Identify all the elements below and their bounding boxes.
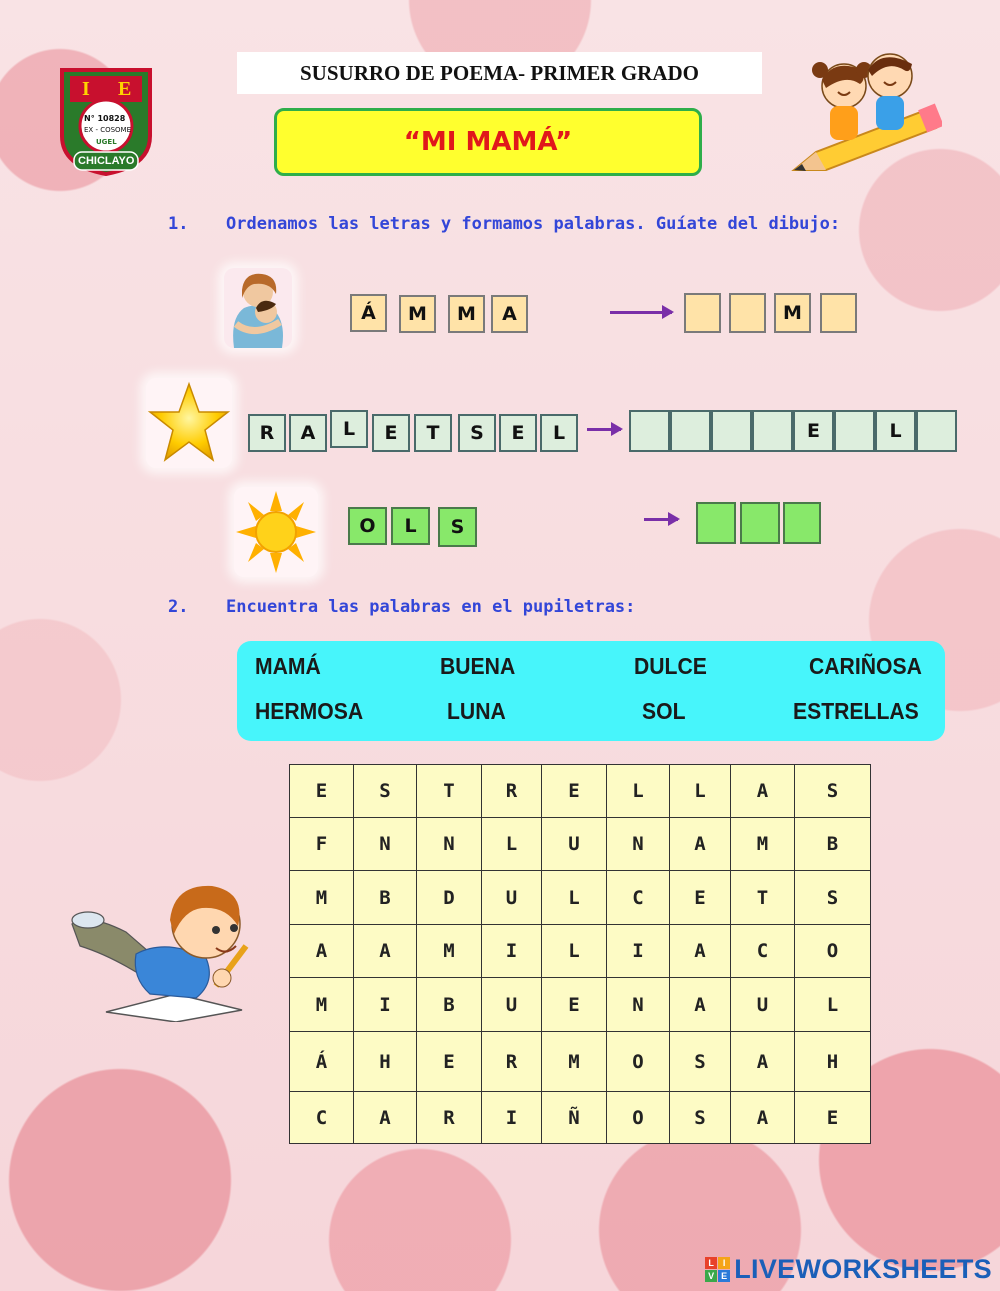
grid-row (290, 818, 871, 871)
logo-number: N° 10828 (84, 114, 126, 123)
answer-slot[interactable] (684, 293, 721, 333)
answer-slot[interactable]: L (875, 410, 916, 452)
grid-cell[interactable]: N (354, 818, 417, 871)
word-list-item: BUENA (440, 653, 516, 679)
grid-cell[interactable]: B (417, 978, 482, 1032)
boy-writing-image (66, 862, 262, 1022)
sun-icon (234, 487, 318, 577)
grid-cell[interactable]: Ñ (542, 1092, 607, 1144)
scrambled-letter-tile[interactable]: M (448, 295, 485, 333)
answer-slot[interactable] (711, 410, 752, 452)
grid-cell[interactable]: B (354, 871, 417, 925)
grid-cell[interactable]: H (354, 1032, 417, 1092)
scrambled-letter-tile[interactable]: E (499, 414, 537, 452)
scrambled-letter-tile[interactable]: S (438, 507, 477, 547)
logo-letter-e: E (118, 78, 132, 100)
grid-cell[interactable]: N (607, 818, 670, 871)
star-icon (146, 378, 232, 468)
kids-on-pencil-image (786, 40, 942, 180)
grid-cell[interactable]: B (795, 818, 871, 871)
liveworksheets-text: LIVEWORKSHEETS (734, 1254, 992, 1284)
grid-cell[interactable]: L (670, 765, 731, 818)
grid-cell[interactable]: L (795, 978, 871, 1032)
scrambled-letter-tile[interactable]: M (399, 295, 436, 333)
grid-cell[interactable]: L (542, 871, 607, 925)
answer-slot[interactable] (916, 410, 957, 452)
liveworksheets-logo (705, 1254, 992, 1285)
grid-cell[interactable]: A (354, 1092, 417, 1144)
scrambled-letter-tile[interactable]: R (248, 414, 286, 452)
answer-slot[interactable] (629, 410, 670, 452)
arrow-right-icon (644, 518, 678, 521)
grid-cell[interactable]: T (417, 765, 482, 818)
grid-cell[interactable]: A (670, 925, 731, 978)
badge-letter: E (718, 1270, 730, 1282)
answer-slot[interactable]: E (793, 410, 834, 452)
grid-cell[interactable]: S (670, 1092, 731, 1144)
grid-cell[interactable]: A (670, 818, 731, 871)
grid-cell[interactable]: E (417, 1032, 482, 1092)
answer-slot[interactable] (820, 293, 857, 333)
logo-city: CHICLAYO (78, 155, 135, 167)
grid-cell[interactable]: M (290, 871, 354, 925)
grid-cell[interactable]: R (417, 1092, 482, 1144)
grid-cell[interactable]: S (795, 871, 871, 925)
grid-cell[interactable]: S (354, 765, 417, 818)
word-list-item: SOL (642, 698, 686, 724)
grid-cell[interactable]: M (731, 818, 795, 871)
grid-row (290, 871, 871, 925)
grid-cell[interactable]: U (482, 871, 542, 925)
badge-letter: V (705, 1270, 717, 1282)
grid-cell[interactable]: I (482, 1092, 542, 1144)
grid-cell[interactable]: L (482, 818, 542, 871)
answer-slot[interactable] (740, 502, 780, 544)
grid-row (290, 925, 871, 978)
scrambled-letter-tile[interactable]: A (491, 295, 528, 333)
exercise-2-text: Encuentra las palabras en el pupiletras: (226, 597, 636, 617)
mother-hugging-child-image (224, 268, 292, 348)
grid-cell[interactable]: E (290, 765, 354, 818)
grid-cell[interactable]: M (542, 1032, 607, 1092)
grid-cell[interactable]: L (607, 765, 670, 818)
grid-cell[interactable]: N (607, 978, 670, 1032)
grid-cell[interactable]: C (607, 871, 670, 925)
scrambled-letter-tile[interactable]: E (372, 414, 410, 452)
word-list-item: HERMOSA (255, 698, 364, 724)
scrambled-letter-tile[interactable]: L (540, 414, 578, 452)
scrambled-letter-tile[interactable]: A (289, 414, 327, 452)
exercise-2-number: 2. (168, 597, 189, 617)
grid-cell[interactable]: I (354, 978, 417, 1032)
word-list-item: DULCE (634, 653, 707, 679)
word-search-grid (289, 764, 871, 1144)
word-list-item: MAMÁ (255, 653, 321, 679)
grid-cell[interactable]: M (290, 978, 354, 1032)
grid-cell[interactable]: F (290, 818, 354, 871)
poem-title: “MI MAMÁ” (274, 108, 702, 176)
grid-cell[interactable]: T (731, 871, 795, 925)
grid-cell[interactable]: E (795, 1092, 871, 1144)
scrambled-letter-tile[interactable]: T (414, 414, 452, 452)
scrambled-letter-tile[interactable]: L (391, 507, 430, 545)
answer-slot[interactable] (783, 502, 821, 544)
exercise-1-number: 1. (168, 214, 189, 234)
grid-cell[interactable]: C (731, 925, 795, 978)
grid-cell[interactable]: M (417, 925, 482, 978)
worksheet-title: SUSURRO DE POEMA- PRIMER GRADO (237, 52, 762, 94)
grid-cell[interactable]: O (607, 1032, 670, 1092)
grid-row (290, 978, 871, 1032)
grid-cell[interactable]: U (542, 818, 607, 871)
grid-cell[interactable]: S (670, 1032, 731, 1092)
grid-cell[interactable]: O (607, 1092, 670, 1144)
badge-letter: L (705, 1257, 717, 1269)
grid-cell[interactable]: A (731, 765, 795, 818)
grid-cell[interactable]: D (417, 871, 482, 925)
word-list-box (237, 641, 945, 741)
grid-cell[interactable]: I (607, 925, 670, 978)
grid-cell[interactable]: A (670, 978, 731, 1032)
grid-cell[interactable]: Á (290, 1032, 354, 1092)
word-list-item: ESTRELLAS (793, 698, 919, 724)
arrow-right-icon (610, 311, 672, 314)
badge-letter: I (718, 1257, 730, 1269)
scrambled-letter-tile[interactable]: Á (350, 294, 387, 332)
word-list-item: CARIÑOSA (809, 653, 922, 679)
answer-slot[interactable]: M (774, 293, 811, 333)
grid-cell[interactable]: A (731, 1032, 795, 1092)
grid-row (290, 1092, 871, 1144)
grid-row (290, 765, 871, 818)
exercise-1-instruction (168, 214, 840, 234)
logo-subtitle: EX - COSOME (84, 126, 132, 134)
grid-cell[interactable]: R (482, 1032, 542, 1092)
grid-cell[interactable]: S (795, 765, 871, 818)
grid-cell[interactable]: N (417, 818, 482, 871)
logo-ugel: UGEL (96, 138, 117, 146)
answer-slot[interactable] (696, 502, 736, 544)
grid-cell[interactable]: H (795, 1032, 871, 1092)
grid-cell[interactable]: E (670, 871, 731, 925)
exercise-1-text: Ordenamos las letras y formamos palabras. Guíate del dibujo: (226, 214, 841, 234)
grid-cell[interactable]: L (542, 925, 607, 978)
answer-slot[interactable] (670, 410, 711, 452)
exercise-2-instruction (168, 597, 635, 617)
grid-cell[interactable]: A (354, 925, 417, 978)
grid-cell[interactable]: A (731, 1092, 795, 1144)
scrambled-letter-tile[interactable]: O (348, 507, 387, 545)
scrambled-letter-tile[interactable]: L (330, 410, 368, 448)
grid-cell[interactable]: E (542, 978, 607, 1032)
grid-cell[interactable]: U (482, 978, 542, 1032)
liveworksheets-badge-icon (705, 1257, 730, 1282)
scrambled-letter-tile[interactable]: S (458, 414, 496, 452)
grid-row (290, 1032, 871, 1092)
grid-cell[interactable]: R (482, 765, 542, 818)
grid-cell[interactable]: E (542, 765, 607, 818)
arrow-right-icon (587, 428, 621, 431)
answer-slot[interactable] (729, 293, 766, 333)
logo-letter-i: I (82, 78, 90, 100)
word-list-item: LUNA (447, 698, 506, 724)
grid-cell[interactable]: U (731, 978, 795, 1032)
answer-slot[interactable] (834, 410, 875, 452)
school-logo (56, 66, 156, 176)
grid-cell[interactable]: I (482, 925, 542, 978)
grid-cell[interactable]: A (290, 925, 354, 978)
grid-cell[interactable]: O (795, 925, 871, 978)
answer-slot[interactable] (752, 410, 793, 452)
grid-cell[interactable]: C (290, 1092, 354, 1144)
